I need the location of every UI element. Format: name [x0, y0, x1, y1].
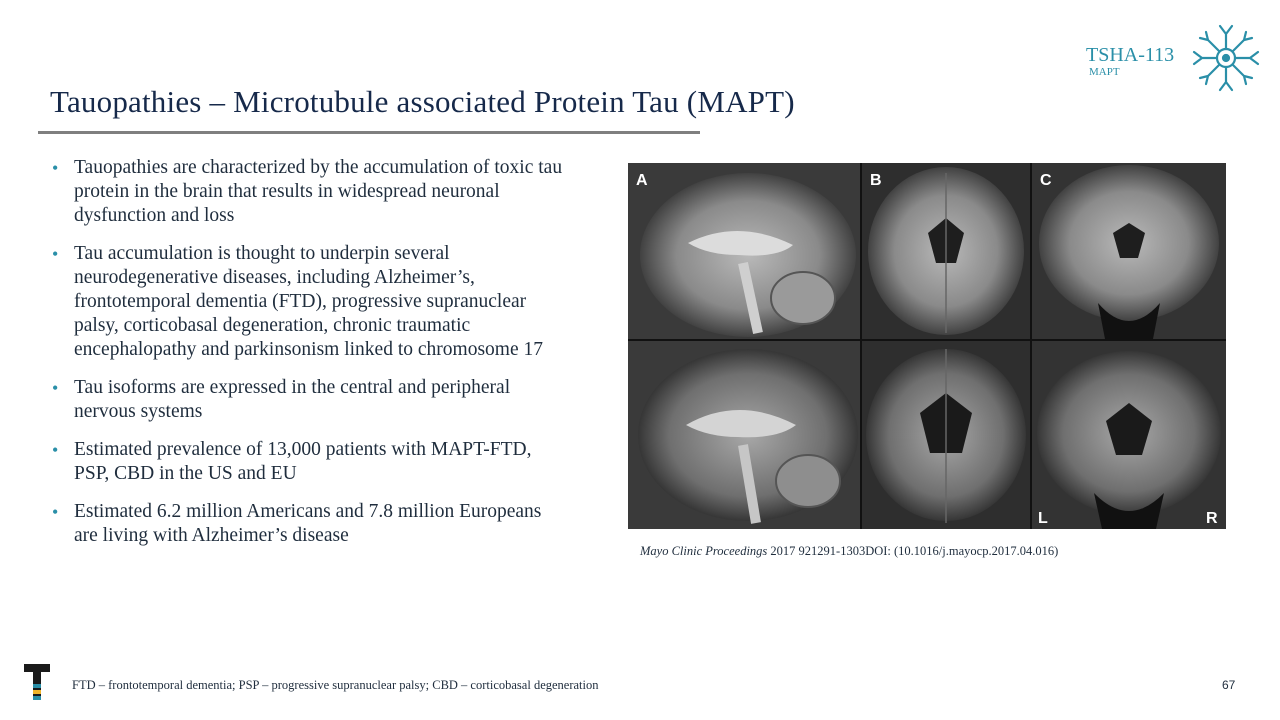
bullet-item: • Estimated prevalence of 13,000 patients with MAPT-FTD, PSP, CBD in the US and EU	[52, 439, 532, 484]
bullet-item: • Tauopathies are characterized by the accumulation of toxic tau protein in the brain that results in widespread neuronal dysfunction and loss	[52, 157, 563, 226]
title-divider	[38, 131, 700, 134]
bullet-dot-icon: •	[52, 502, 59, 522]
bullet-item: • Tau accumulation is thought to underpin several neurodegenerative diseases, including Alzheimer’s, frontotemporal dementia (FTD), progressive supranuclear palsy, corticobasal degeneration, chronic traumatic encephalopathy and parkinsonism linked to chromosome 17	[52, 243, 543, 360]
panel-label-a: A	[636, 172, 648, 189]
caption-journal: Mayo Clinic Proceedings	[640, 544, 768, 558]
bullet-list	[50, 156, 570, 562]
slide-title: Tauopathies – Microtubule associated Protein Tau (MAPT)	[50, 84, 795, 119]
bullet-dot-icon: •	[52, 158, 59, 178]
bullet-item: • Tau isoforms are expressed in the central and peripheral nervous systems	[52, 377, 511, 422]
badge-subtitle: MAPT	[1089, 66, 1120, 78]
panel-label-b: B	[870, 172, 882, 189]
abbreviation-footnote: FTD – frontotemporal dementia; PSP – progressive supranuclear palsy; CBD – corticobasal degeneration	[72, 678, 599, 692]
badge-code: TSHA-113	[1086, 44, 1175, 66]
page-number: 67	[1222, 678, 1236, 692]
figure-caption	[640, 544, 1058, 559]
program-badge	[1086, 44, 1174, 78]
panel-label-c: C	[1040, 172, 1052, 189]
bullet-item: • Estimated 6.2 million Americans and 7.8 million Europeans are living with Alzheimer’s disease	[52, 501, 542, 546]
company-logo-icon	[24, 664, 52, 704]
mri-figure	[628, 163, 1226, 529]
side-label-left: L	[1038, 510, 1048, 527]
neuron-logo-icon	[1188, 20, 1264, 96]
bullet-dot-icon: •	[52, 244, 59, 264]
side-label-right: R	[1206, 510, 1218, 527]
caption-citation: 2017 921291-1303DOI: (10.1016/j.mayocp.2017.04.016)	[767, 544, 1059, 558]
bullet-dot-icon: •	[52, 378, 59, 398]
bullet-dot-icon: •	[52, 440, 59, 460]
